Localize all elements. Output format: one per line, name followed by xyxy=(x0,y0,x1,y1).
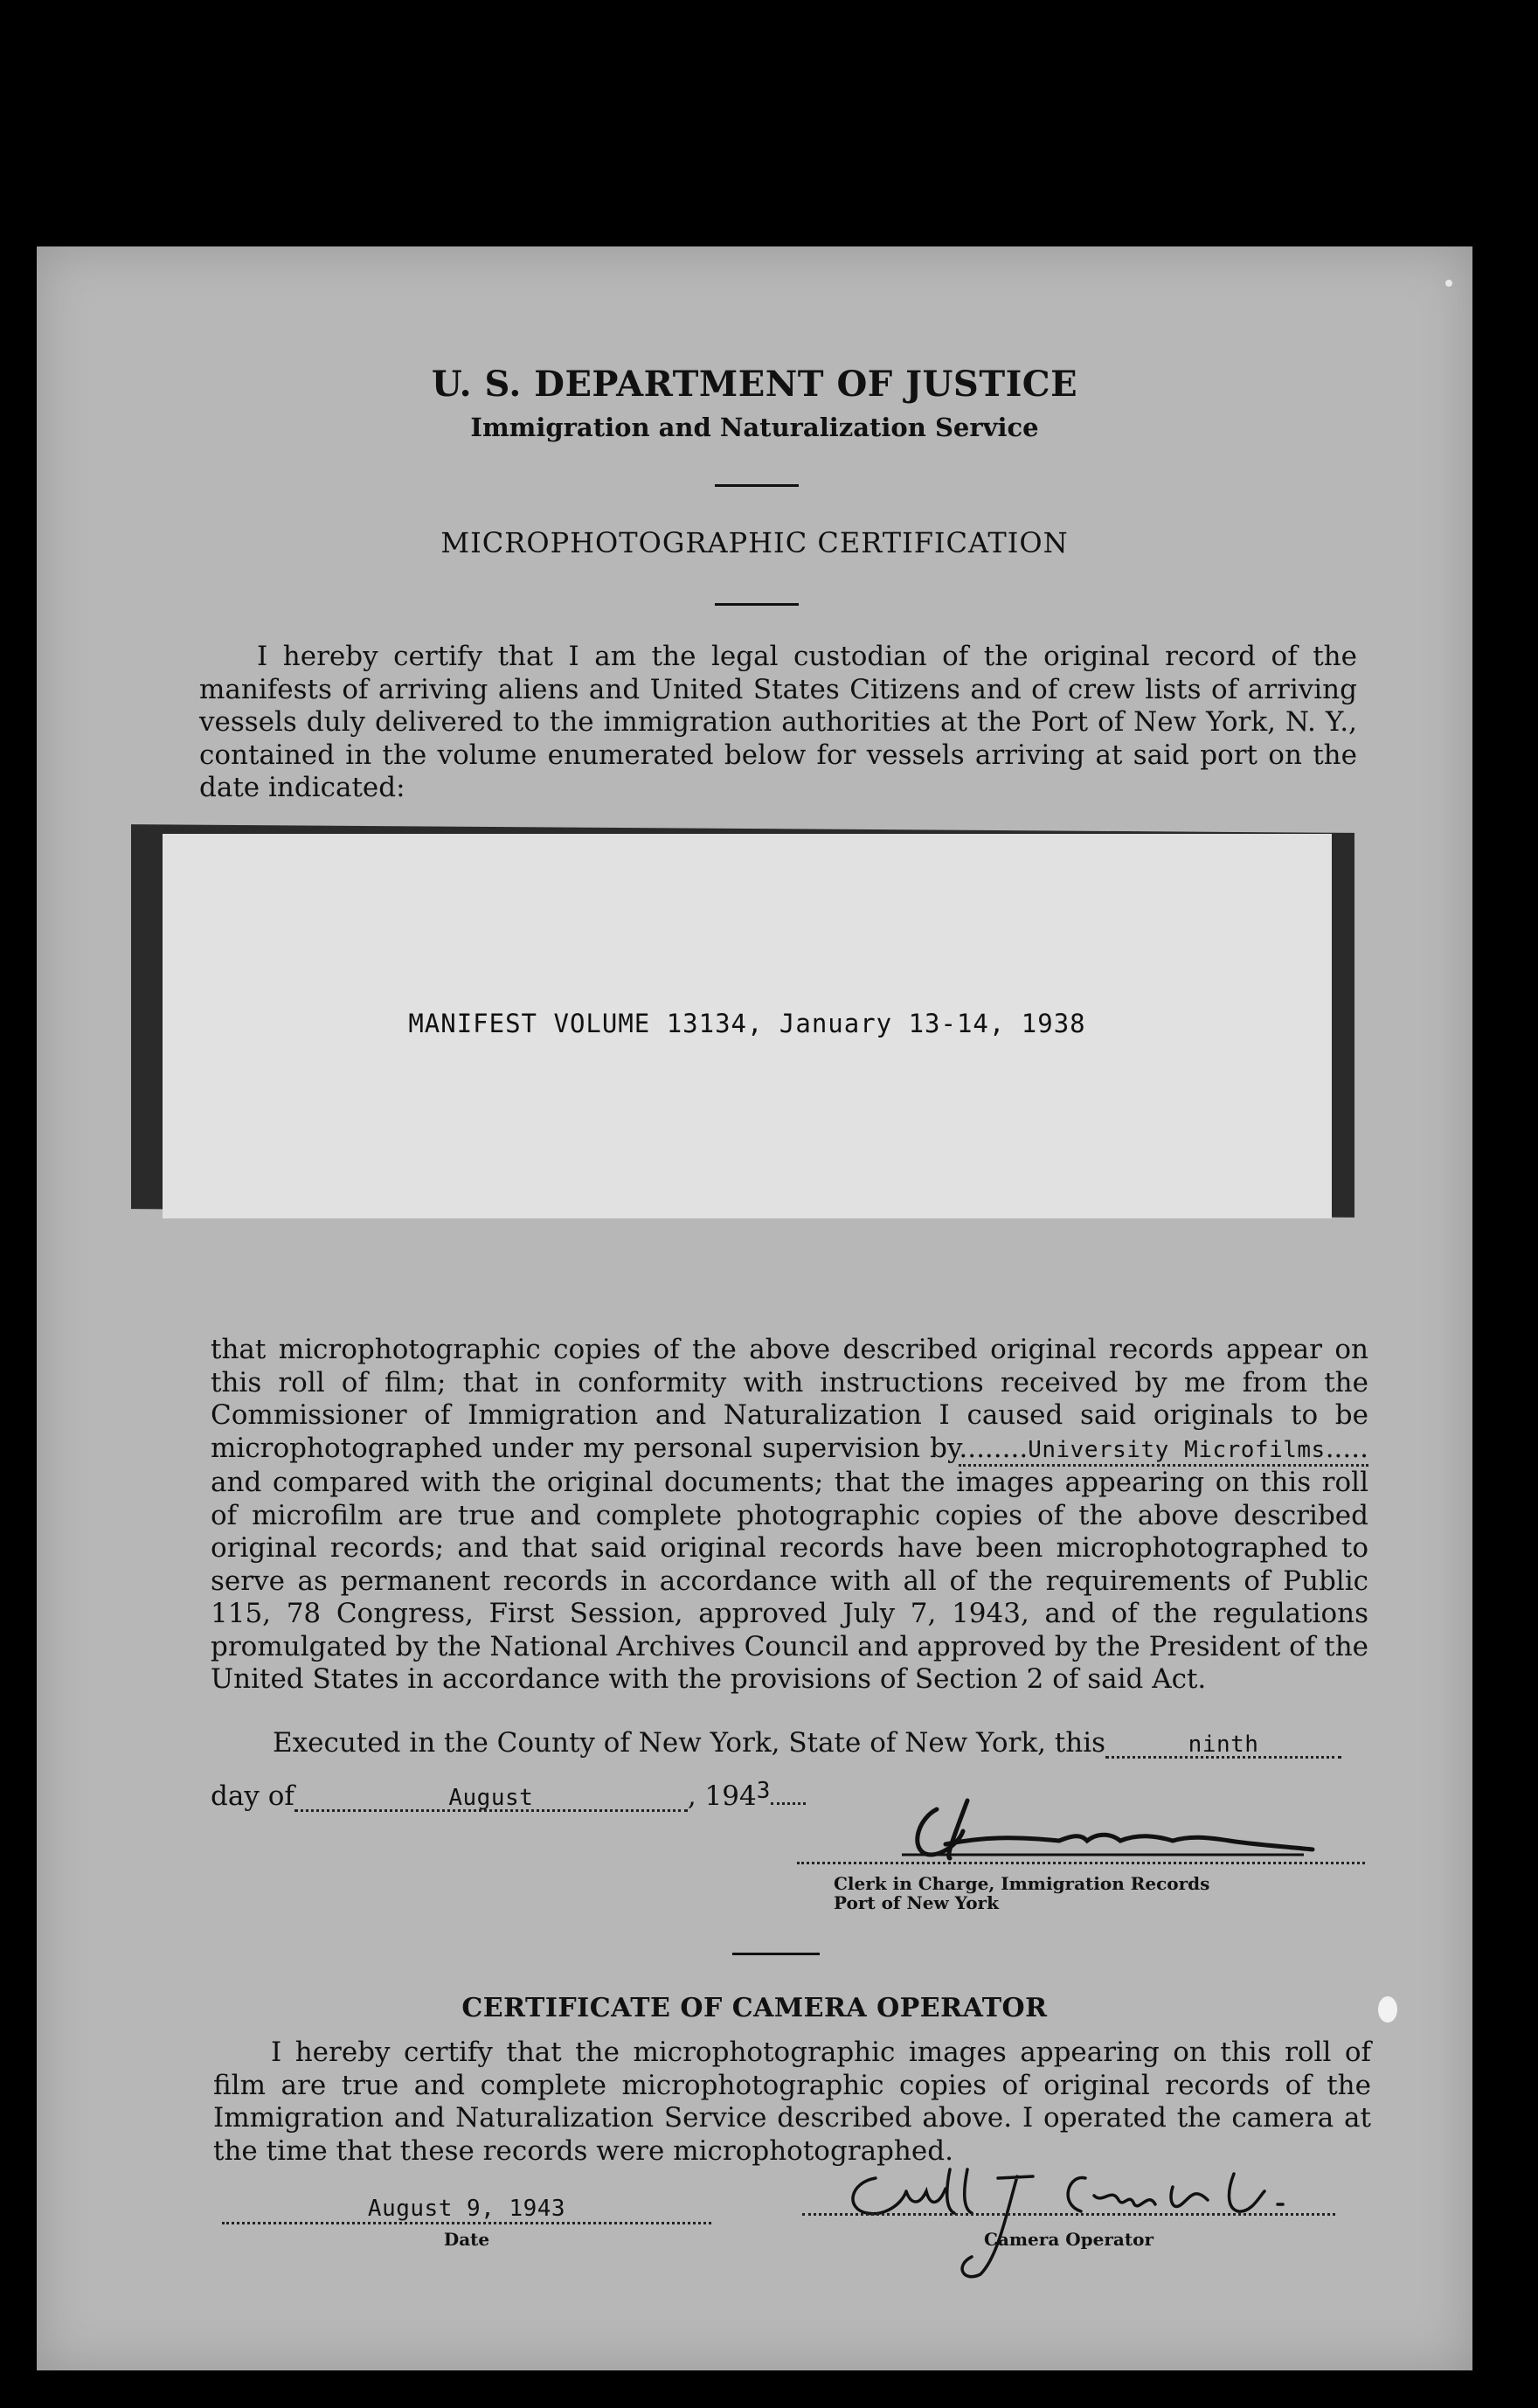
clerk-title-line2: Port of New York xyxy=(834,1892,999,1913)
clerk-signature-line xyxy=(797,1862,1365,1864)
department-title: U. S. DEPARTMENT OF JUSTICE xyxy=(431,364,1078,405)
camera-operator-paragraph: I hereby certify that the microphotographic images appearing on this roll of film are true and complete microphotographic copies of original records of the Immigration and Naturalization Service described above. I operated the camera at the time that these records were microphotographed. xyxy=(213,2037,1371,2167)
clerk-title xyxy=(834,1874,1209,1912)
certificate-page xyxy=(37,246,1472,2370)
manifest-volume-label: MANIFEST VOLUME 13134, January 13-14, 1938 xyxy=(408,1009,1086,1038)
body-text-part2: and compared with the original documents; that the images appearing on this roll of microfilm are true and complete photographic copies of the above described original records; and that said original records have been microphotographed to serve as permanent records in accordance with all of the requirements of Public 115, 78 Congress, First Session, approved July 7, 1943, and of the regulations promulgated by the National Archives Council and approved by the President of the United States in accordance with the provisions of Section 2 of said Act. xyxy=(211,1467,1368,1695)
month-field xyxy=(294,1785,688,1812)
microfilmer-field: ........University Microfilms..... xyxy=(959,1433,1368,1467)
executed-line xyxy=(273,1727,1374,1759)
year-prefix: , 194 xyxy=(687,1780,757,1812)
clerk-signature xyxy=(884,1783,1321,1870)
film-dust-speck xyxy=(1378,1996,1397,2023)
date-line xyxy=(211,1780,806,1812)
intro-paragraph: I hereby certify that I am the legal custodian of the original record of the manifests of arriving aliens and United States Citizens and of crew lists of arriving vessels duly delivered to the immigration authorities at the Port of New York, N. Y., contained in the volume enumerated below for vessels arriving at said port on the date indicated: xyxy=(199,641,1357,803)
camera-operator-label: Camera Operator xyxy=(984,2229,1154,2250)
operator-date-value: August 9, 1943 xyxy=(367,2196,566,2222)
body-text-part1: that microphotographic copies of the above described original records appear on this roll of film; that in conformity with instructions received by me from the Commissioner of Immigration and Naturalization I caused said originals to be microphotographed under my personal supervision by xyxy=(211,1334,1368,1464)
divider xyxy=(715,603,799,606)
manifest-card xyxy=(163,834,1332,1218)
date-label: Date xyxy=(443,2229,490,2250)
clerk-title-line1: Clerk in Charge, Immigration Records xyxy=(834,1873,1210,1894)
microfilmer-value: University Microfilms xyxy=(1028,1436,1326,1463)
certification-body xyxy=(211,1334,1368,1697)
operator-date-field xyxy=(222,2196,711,2224)
divider xyxy=(732,1953,820,1955)
camera-operator-signature xyxy=(823,2152,1347,2292)
day-field xyxy=(1105,1731,1341,1759)
year-digit: 3 xyxy=(756,1778,771,1804)
month-value: August xyxy=(448,1785,534,1811)
year-field-dots xyxy=(771,1802,806,1805)
day-of-text: day of xyxy=(211,1780,294,1812)
operator-signature-line xyxy=(802,2213,1335,2216)
camera-operator-title: CERTIFICATE OF CAMERA OPERATOR xyxy=(461,1993,1048,2023)
executed-text: Executed in the County of New York, State of New York, this xyxy=(273,1727,1106,1759)
film-dust-speck xyxy=(1445,280,1452,287)
service-subtitle: Immigration and Naturalization Service xyxy=(470,413,1039,442)
divider xyxy=(715,484,799,487)
day-value: ninth xyxy=(1188,1731,1259,1758)
certification-title: MICROPHOTOGRAPHIC CERTIFICATION xyxy=(440,526,1069,559)
